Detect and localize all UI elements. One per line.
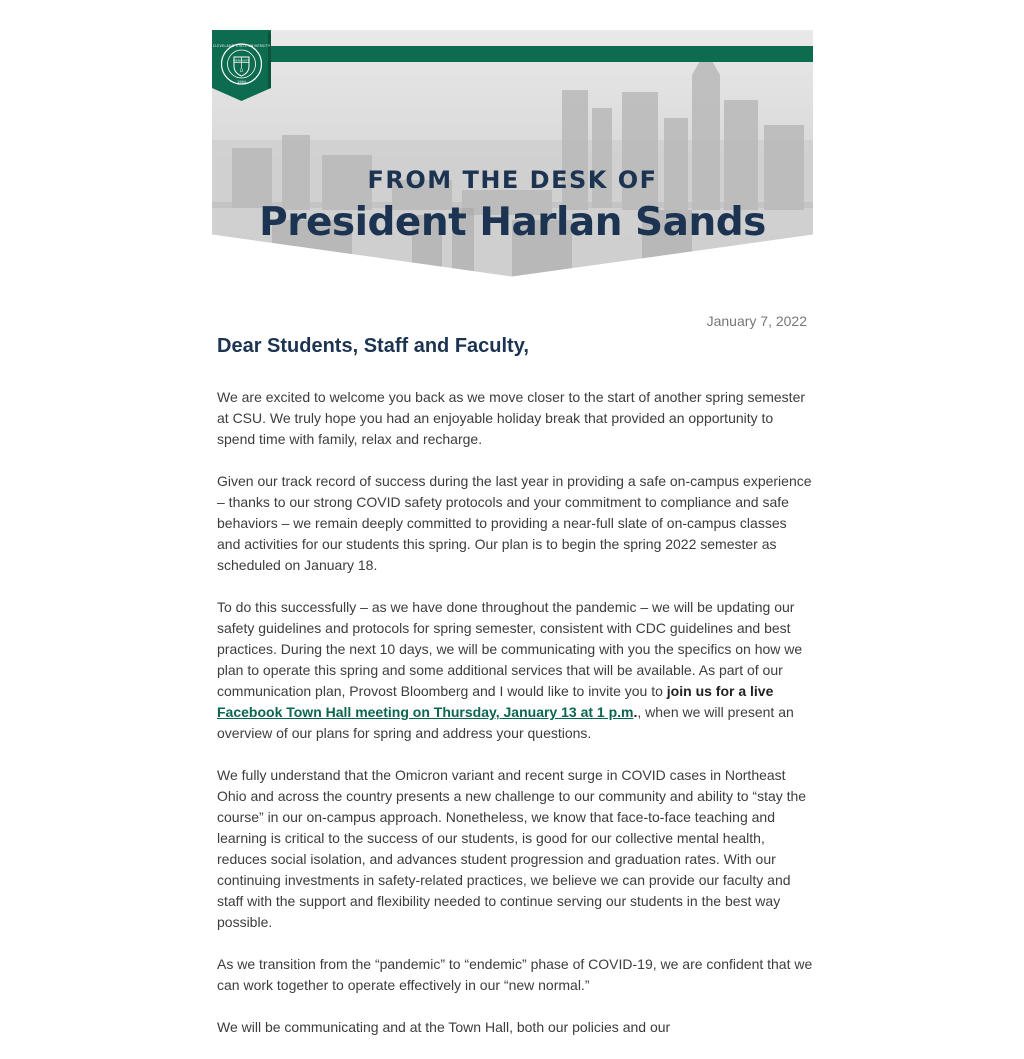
banner-kicker: FROM THE DESK OF xyxy=(367,166,658,194)
town-hall-text-end: , when we will present an overview of our plans for spring and address your questions. xyxy=(217,704,794,741)
svg-text:1964: 1964 xyxy=(237,80,246,84)
banner-title: President Harlan Sands xyxy=(259,200,766,245)
university-seal-icon xyxy=(212,30,271,101)
facebook-town-hall-link[interactable]: Facebook Town Hall meeting on Thursday, January 13 at 1 p.m xyxy=(217,704,634,720)
paragraph-partial: We will be communicating and at the Town Hall, both our policies and our xyxy=(217,1019,671,1035)
svg-text:AGIT: AGIT xyxy=(241,58,250,63)
header-banner xyxy=(212,30,813,277)
letter-salutation: Dear Students, Staff and Faculty, xyxy=(217,335,529,357)
town-hall-invite: join us for a live xyxy=(666,683,774,699)
svg-text:D: D xyxy=(239,68,244,73)
paragraph-endemic: As we transition from the “pandemic” to “endemic” phase of COVID-19, we are confident that we can work together to operate effectively in our “new normal.” xyxy=(217,956,813,993)
letter-body xyxy=(217,387,813,1059)
town-hall-period: . xyxy=(633,704,638,720)
letter-date: January 7, 2022 xyxy=(706,313,807,329)
paragraph-welcome: We are excited to welcome you back as we move closer to the start of another spring semester at CSU. We truly hope you had an enjoyable holiday break that provided an opportunity to spend time with family, relax and recharge. xyxy=(217,389,806,447)
paragraph-town-hall xyxy=(217,597,813,744)
green-stripe xyxy=(212,46,813,62)
town-hall-text: To do this successfully – as we have done throughout the pandemic – we will be updating our safety guidelines and protocols for spring semester, consistent with CDC guidelines and best practices. During the next 10 days, we will be communicating with you the specifics on how we plan to operate this spring and some additional services that will be available. As part of our communication plan, Provost Bloomberg and I would like to invite you to xyxy=(217,599,803,699)
svg-text:CLEVELAND STATE UNIVERSITY: CLEVELAND STATE UNIVERSITY xyxy=(212,44,271,48)
paragraph-omicron: We fully understand that the Omicron variant and recent surge in COVID cases in Northeast Ohio and across the country presents a new challenge to our community and ability to “stay the course” in our on-campus approach. Nonetheless, we know that face-to-face teaching and learning is critical to the success of our students, is good for our collective mental health, reduces social isolation, and advances student progression and graduation rates. With our continuing investments in safety-related practices, we believe we can provide our faculty and staff with the support and flexibility needed to continue serving our students in the best way possible. xyxy=(217,767,807,930)
paragraph-track-record: Given our track record of success during the last year in providing a safe on-campus experience – thanks to our strong COVID safety protocols and your commitment to compliance and safe behaviors – we remain deeply committed to providing a near-full slate of on-campus classes and activities for our students this spring. Our plan is to begin the spring 2022 semester as scheduled on January 18. xyxy=(217,473,812,573)
svg-text:MENS: MENS xyxy=(233,58,242,63)
